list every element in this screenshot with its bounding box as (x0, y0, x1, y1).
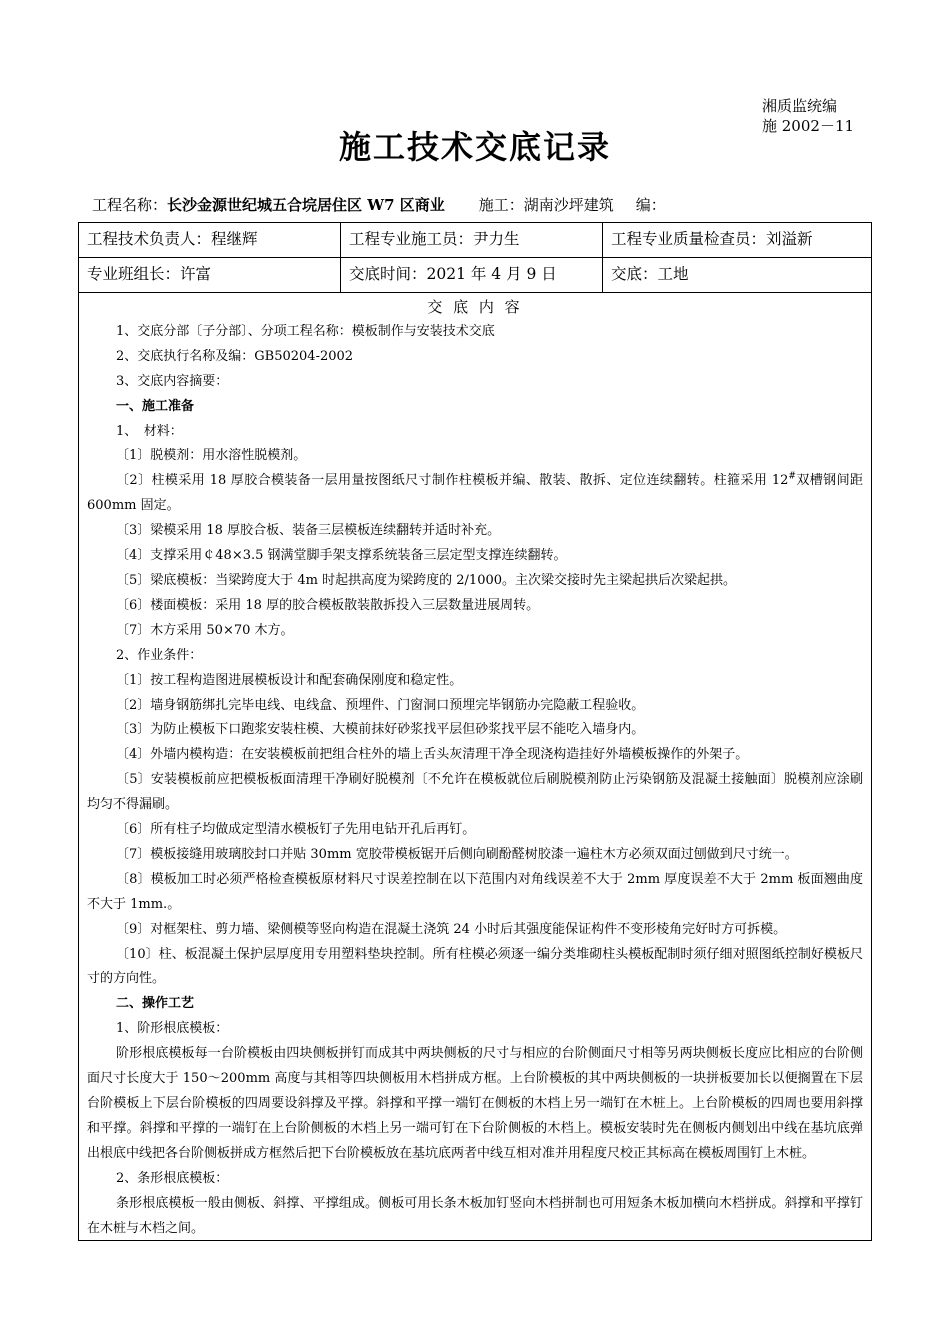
material-3: 〔3〕梁模采用 18 厚胶合板、装备三层模板连续翻转并适时补充。 (116, 523, 501, 539)
stepped-foundation-text: 阶形根底模板每一台阶模板由四块侧板拼钉而成其中两块侧板的尺寸与相应的台阶侧面尺寸相等另两块侧板长度应比相应的台阶侧面尺寸长度大于 150～200mm 高度与其相等四块侧板用木档拼成方框。上台阶模板的其中两块侧板的一块拼板要加长以便搁置在下层台阶模板上下层台阶模板的四周要设斜撑及平撑。斜撑和平撑一端钉在侧板的木档上另一端钉在木桩上。上台阶模板的四周也要用斜撑和平撑。斜撑和平撑的一端钉在上台阶侧板的木档上另一端可钉在下台阶侧板的木档上。模板安装时先在侧板内侧划出中线在基坑底弹出根底中线把各台阶侧板拼成方框然后把下台阶模板放在基坑底两者中线互相对准并用程度尺校正其标高在模板周围钉上木桩。 (87, 1046, 863, 1161)
material-2-sup: # (788, 472, 796, 483)
content-heading: 交 底 内 容 (427, 298, 523, 316)
condition-4: 〔4〕外墙内模构造：在安装模板前把组合柱外的墙上舌头灰清理干净全现浇构造挂好外墙模板操作的外架子。 (116, 747, 749, 763)
material-2-a: 〔2〕柱模采用 18 厚胶合模装备一层用量按图纸尺寸制作柱模板并编、散装、散拆、定位连续翻转。柱箍采用 12 (116, 473, 789, 489)
material-2 (87, 469, 863, 519)
strip-foundation-text: 条形根底模板一般由侧板、斜撑、平撑组成。侧板可用长条木板加钉竖向木档拼制也可用短条木板加横向木档拼成。斜撑和平撑钉在木桩与木档之间。 (87, 1195, 863, 1236)
conditions-heading: 2、作业条件： (116, 647, 203, 663)
condition-6: 〔6〕所有柱子均做成定型清水模板钉子先用电钻开孔后再钉。 (116, 822, 476, 838)
condition-7: 〔7〕模板接缝用玻璃胶封口并贴 30mm 宽胶带模板锯开后侧向刷酚醛树胶漆一遍柱木方必须双面过刨做到尺寸统一。 (116, 846, 798, 862)
project-name-value: 长沙金源世纪城五合垸居住区 W7 区商业 (167, 196, 445, 214)
tech-lead-cell: 工程技术负责人：程继辉 (79, 223, 341, 258)
info-row-2 (79, 258, 871, 293)
strip-foundation-heading: 2、条形根底模板： (116, 1170, 229, 1186)
receiver-cell: 交底：工地 (611, 265, 689, 283)
material-6: 〔6〕楼面模板：采用 18 厚的胶合模板散装散拆投入三层数量进展周转。 (116, 597, 540, 613)
page-title: 施工技术交底记录 (338, 128, 611, 166)
condition-3: 〔3〕为防止模板下口跑浆安装柱模、大模前抹好砂浆找平层但砂浆找平层不能吃入墙身内。 (116, 722, 645, 738)
builder-value: 湖南沙坪建筑 (523, 196, 614, 214)
time-cell: 交底时间：2021 年 4 月 9 日 (341, 258, 603, 293)
builder-label: 施工： (478, 196, 524, 214)
material-4: 〔4〕支撑采用￠48×3.5 钢满堂脚手架支撑系统装备三层定型支撑连续翻转。 (116, 548, 567, 564)
condition-1: 〔1〕按工程构造图进展模板设计和配套确保刚度和稳定性。 (116, 672, 463, 688)
item-2: 2、交底执行名称及编：GB50204-2002 (116, 348, 354, 364)
code-label: 编： (635, 196, 666, 214)
form-code-line2: 施 2002－11 (762, 117, 855, 135)
material-7: 〔7〕木方采用 50×70 木方。 (116, 622, 294, 638)
material-5: 〔5〕梁底模板：当梁跨度大于 4m 时起拱高度为梁跨度的 2/1000。主次梁交接时先主梁起拱后次梁起拱。 (116, 572, 737, 588)
content-section (79, 295, 871, 1241)
inspector-cell: 工程专业质量检查员：刘溢新 (611, 230, 813, 248)
item-3: 3、交底内容摘要： (116, 373, 229, 389)
project-name-label: 工程名称： (92, 196, 168, 214)
condition-2: 〔2〕墙身钢筋绑扎完毕电线、电线盒、预埋件、门窗洞口预埋完毕钢筋办完隐蔽工程验收。 (116, 697, 645, 713)
team-lead-cell: 专业班组长：许富 (79, 258, 341, 293)
info-row-1 (79, 223, 871, 258)
form-code-line1: 湘质监统编 (762, 97, 838, 115)
condition-9: 〔9〕对框架柱、剪力墙、梁侧模等竖向构造在混凝土浇筑 24 小时后其强度能保证构件不变形棱角完好时方可拆模。 (116, 921, 787, 937)
condition-8: 〔8〕模板加工时必须严格检查模板原材料尺寸误差控制在以下范围内对角线误差不大于 2mm 厚度误差不大于 2mm 板面翘曲度不大于 1mm.。 (87, 871, 863, 912)
project-line (92, 194, 666, 215)
record-table (78, 222, 872, 1241)
constructor-cell: 工程专业施工员：尹力生 (341, 223, 603, 258)
condition-10: 〔10〕柱、板混凝土保护层厚度用专用塑料垫块控制。所有柱模必须逐一编分类堆砌柱头模板配制时须仔细对照图纸控制好模板尺寸的方向性。 (87, 946, 863, 987)
materials-heading: 1、 材料： (116, 423, 183, 439)
item-1: 1、交底分部〔子分部〕、分项工程名称：模板制作与安装技术交底 (116, 323, 495, 339)
section-prep-heading: 一、施工准备 (116, 398, 195, 414)
section-process-heading: 二、操作工艺 (116, 996, 195, 1012)
material-1: 〔1〕脱模剂：用水溶性脱模剂。 (116, 448, 307, 464)
condition-5: 〔5〕安装模板前应把模板板面清理干净刷好脱模剂〔不允许在模板就位后刷脱模剂防止污染钢筋及混凝土接触面〕脱模剂应涂刷均匀不得漏刷。 (87, 772, 863, 813)
stepped-foundation-heading: 1、阶形根底模板： (116, 1021, 229, 1037)
material-2-b: 双槽钢间距 600mm 固定。 (87, 473, 863, 514)
